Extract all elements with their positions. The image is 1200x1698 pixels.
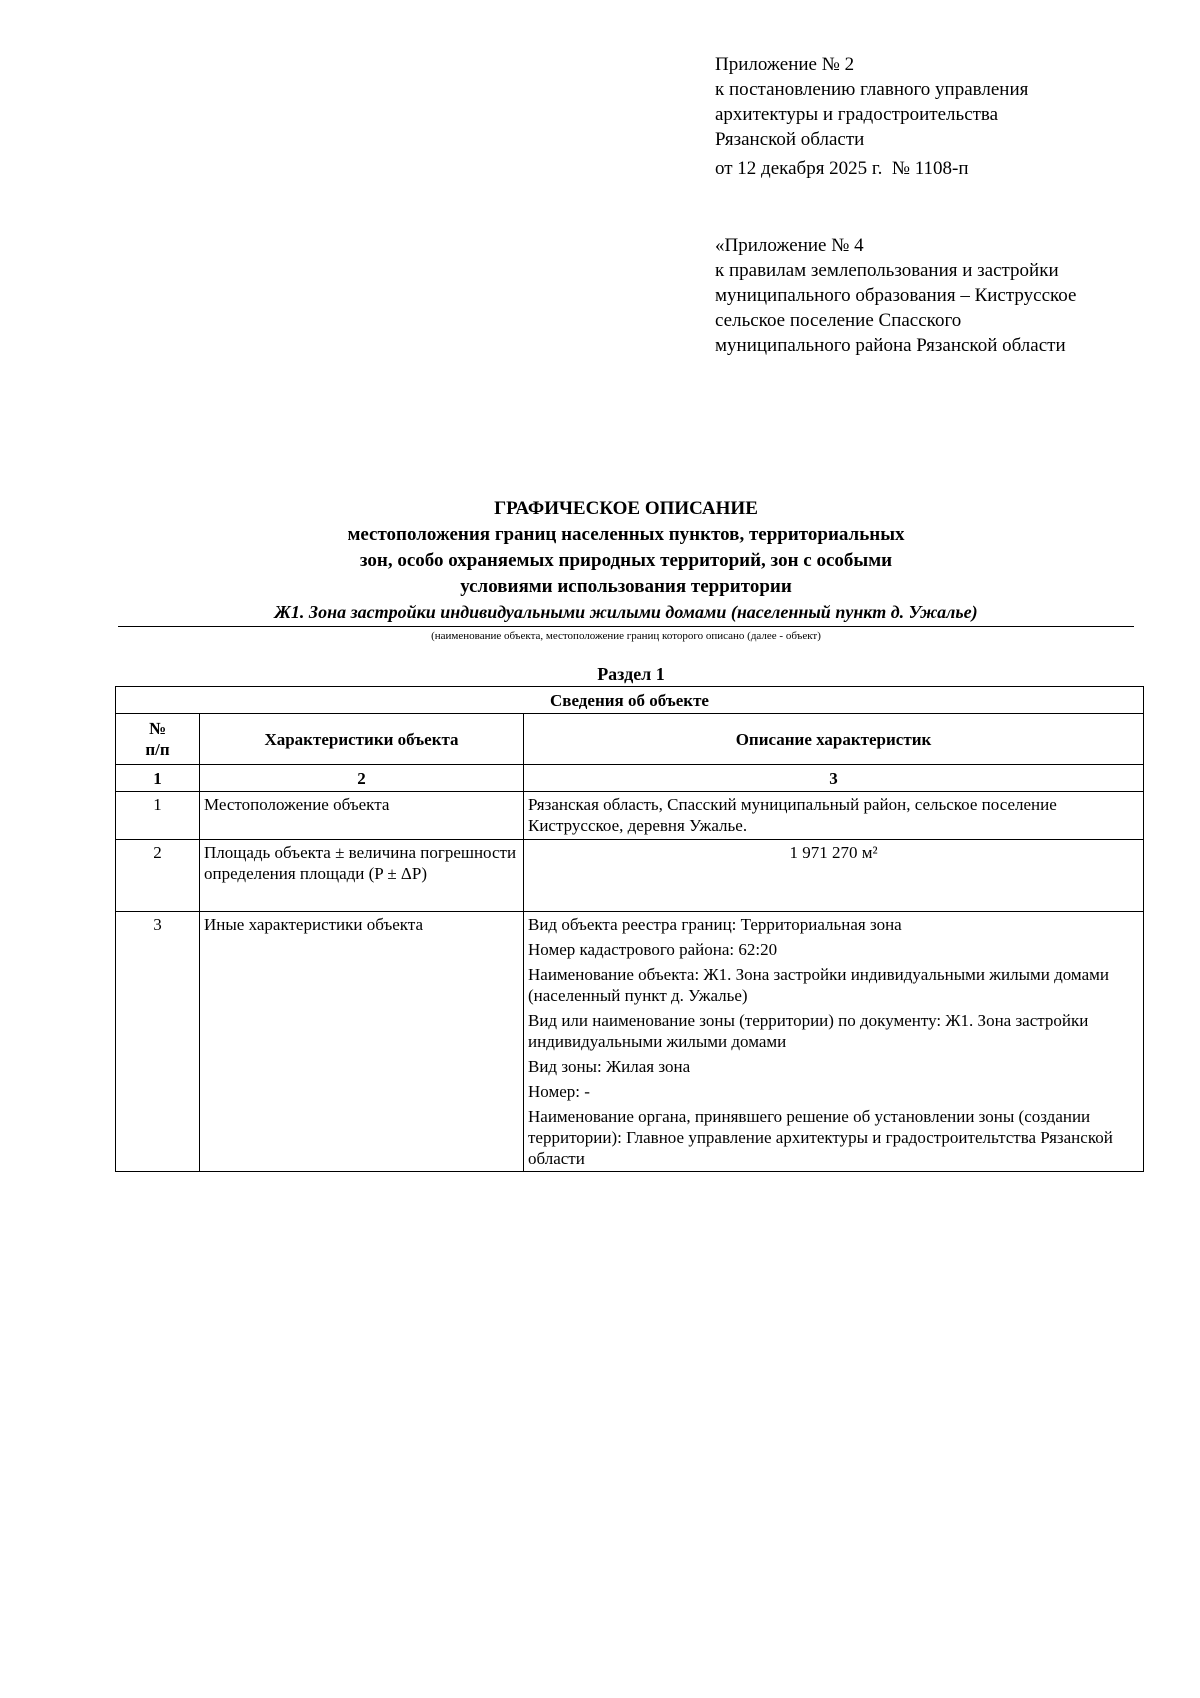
appendix-2-line: муниципального образования – Киструсское [715, 285, 1077, 306]
document-title: ГРАФИЧЕСКОЕ ОПИСАНИЕ [494, 498, 758, 519]
description-line: Вид объекта реестра границ: Территориальная зона [528, 915, 902, 934]
document-subtitle-line: условиями использования территории [460, 576, 792, 597]
object-info-table [115, 686, 1144, 1172]
row-number: 3 [116, 912, 200, 1172]
appendix-2-line: муниципального района Рязанской области [715, 335, 1066, 356]
appendix-1-date: от 12 декабря 2025 г. № 1108-п [715, 158, 969, 179]
appendix-2-line: «Приложение № 4 [715, 235, 864, 256]
appendix-header-2 [715, 233, 1185, 358]
appendix-2-line: сельское поселение Спасского [715, 310, 962, 331]
row-description-list [524, 912, 1144, 1172]
document-subtitle-line: зон, особо охраняемых природных территорий, зон с особыми [359, 550, 893, 571]
header-description: Описание характеристик [524, 714, 1144, 765]
appendix-1-line: Приложение № 2 [715, 54, 855, 75]
row-characteristic: Иные характеристики объекта [200, 912, 524, 1172]
row-characteristic: Площадь объекта ± величина погрешности определения площади (P ± ΔP) [200, 840, 524, 912]
column-number-row [116, 765, 1144, 792]
row-number: 1 [116, 792, 200, 840]
row-description: Рязанская область, Спасский муниципальный район, сельское поселение Киструсское, деревня Ужалье. [524, 792, 1144, 840]
table-row [116, 912, 1144, 1172]
object-name-note: (наименование объекта, местоположение границ которого описано (далее - объект) [431, 630, 821, 642]
appendix-2-line: к правилам землепользования и застройки [715, 260, 1059, 281]
description-line: Наименование органа, принявшего решение об установлении зоны (создании территории): Главное управление архитектуры и градостроительтства Рязанской области [528, 1107, 1113, 1168]
appendix-1-line: Рязанской области [715, 129, 865, 150]
appendix-header-1 [715, 52, 1185, 181]
column-number: 2 [200, 765, 524, 792]
description-line: Номер: - [528, 1082, 590, 1101]
object-name: Ж1. Зона застройки индивидуальными жилыми домами (населенный пункт д. Ужалье) [118, 600, 1134, 627]
table-row [116, 840, 1144, 912]
appendix-1-line: к постановлению главного управления [715, 79, 1029, 100]
description-line: Номер кадастрового района: 62:20 [528, 940, 778, 959]
section-title: Раздел 1 [597, 664, 665, 684]
row-characteristic: Местоположение объекта [200, 792, 524, 840]
column-number: 1 [116, 765, 200, 792]
description-line: Вид зоны: Жилая зона [528, 1057, 691, 1076]
column-number: 3 [524, 765, 1144, 792]
appendix-1-line: архитектуры и градостроительства [715, 104, 999, 125]
document-title-block [118, 496, 1134, 644]
table-caption-row [116, 687, 1144, 714]
row-number: 2 [116, 840, 200, 912]
table-header-row [116, 714, 1144, 765]
description-line: Вид или наименование зоны (территории) по документу: Ж1. Зона застройки индивидуальными жилыми домами [528, 1011, 1089, 1051]
table-caption: Сведения об объекте [116, 687, 1144, 714]
table-row [116, 792, 1144, 840]
header-characteristics: Характеристики объекта [200, 714, 524, 765]
description-line: Наименование объекта: Ж1. Зона застройки индивидуальными жилыми домами (населенный пункт д. Ужалье) [528, 965, 1109, 1005]
document-subtitle-line: местоположения границ населенных пунктов, территориальных [347, 524, 905, 545]
row-description: 1 971 270 м² [524, 840, 1144, 912]
header-num: № п/п [116, 714, 200, 765]
